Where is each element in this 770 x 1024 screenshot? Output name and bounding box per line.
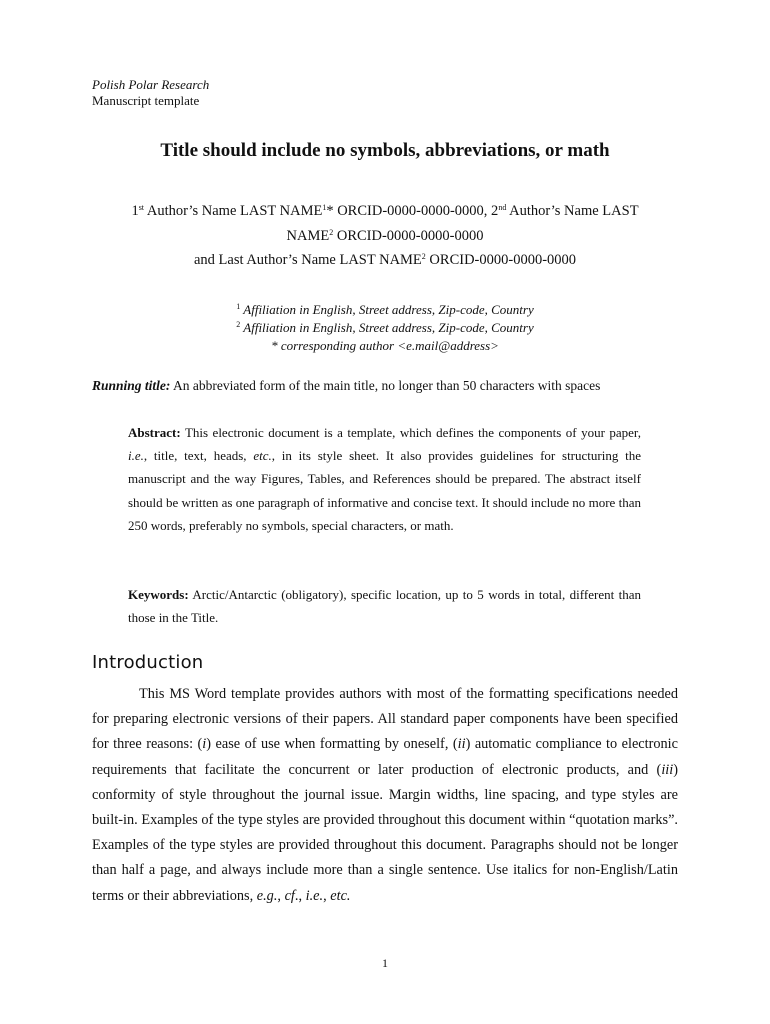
author-1-name: Author’s Name LAST NAME — [144, 203, 323, 219]
running-title — [92, 378, 600, 394]
template-label: Manuscript template — [92, 93, 200, 108]
keywords — [128, 583, 641, 629]
abstract-text-2: , title, text, heads, — [143, 448, 254, 464]
author-list — [100, 199, 670, 273]
author-line-2 — [100, 224, 670, 249]
intro-roman-iii: iii — [661, 761, 674, 778]
running-title-label: Running title: — [92, 378, 171, 393]
affiliation-2 — [0, 319, 770, 337]
keywords-label: Keywords: — [128, 587, 189, 602]
author-3-orcid: ORCID-0000-0000-0000 — [425, 252, 577, 268]
abstract-ie: i.e. — [128, 448, 144, 464]
intro-sep-1: , — [277, 887, 285, 904]
author-2-orcid: ORCID-0000-0000-0000 — [333, 227, 484, 244]
intro-sep-3: , — [323, 887, 331, 904]
author-1-ordinal-suffix: st — [138, 203, 145, 212]
author-2-name-cont: NAME — [286, 227, 330, 244]
journal-name: Polish Polar Research — [92, 77, 210, 92]
section-heading-introduction: Introduction — [92, 652, 204, 673]
intro-text-4: ) conformity of style throughout the journal issue. Margin widths, line spacing, and type styles are built-in. Examples of the type styles are provided throughout this document within “quotation marks”. Examples of the type styles are provided throughout this document. Paragraphs should not be longer than half a page, and always include more than a single sentence. Use italics for non-English/Latin terms or their abbreviations, — [92, 761, 678, 904]
running-title-text: An abbreviated form of the main title, no longer than 50 characters with spaces — [170, 378, 601, 393]
intro-roman-i: i — [202, 736, 207, 753]
affiliations — [0, 301, 770, 355]
keywords-text: Arctic/Antarctic (obligatory), specific location, up to 5 words in total, different than those in the Title. — [128, 587, 641, 625]
author-1-affiliation-mark: 1 — [322, 203, 327, 212]
intro-text-1: This MS Word template provides authors with most of the formatting specifications needed for preparing electronic versions of their papers. All standard paper components have been specified for three reasons: ( — [92, 686, 678, 753]
author-1-orcid: * ORCID-0000-0000-0000, 2 — [326, 203, 499, 219]
intro-cf: cf — [284, 887, 295, 904]
corresponding-author: * corresponding author <e.mail@address> — [271, 338, 499, 353]
page-number: 1 — [382, 956, 388, 970]
author-2-name: Author’s Name LAST — [506, 203, 639, 219]
intro-eg: e.g. — [256, 887, 278, 904]
intro-ie: i.e. — [305, 887, 324, 904]
abstract — [128, 421, 641, 537]
intro-roman-ii: ii — [457, 736, 466, 753]
author-1-ordinal: 1 — [131, 203, 139, 219]
abstract-text-3: , in its style sheet. It also provides guidelines for structuring the manuscript and the way Figures, Tables, and References should be prepared. The abstract itself should be written as one paragraph of informative and concise text. It should include no more than 250 words, preferably no symbols, special characters, or math. — [128, 448, 641, 533]
introduction-paragraph — [92, 682, 678, 909]
affiliation-1 — [0, 301, 770, 319]
paper-title: Title should include no symbols, abbreviations, or math — [160, 140, 610, 161]
intro-text-2: ) ease of use when formatting by oneself, ( — [206, 736, 458, 753]
author-2-ordinal-suffix: nd — [498, 203, 507, 212]
author-line-1 — [100, 199, 670, 224]
author-line-3 — [100, 248, 670, 273]
affiliation-2-number: 2 — [236, 320, 241, 329]
author-3-affiliation-mark: 2 — [421, 252, 426, 261]
affiliation-2-text: Affiliation in English, Street address, Zip-code, Country — [240, 320, 534, 335]
affiliation-1-text: Affiliation in English, Street address, Zip-code, Country — [240, 302, 534, 317]
journal-header — [92, 77, 209, 109]
affiliation-1-number: 1 — [236, 302, 241, 311]
abstract-text-1: This electronic document is a template, which defines the components of your paper, — [180, 425, 641, 440]
abstract-etc: etc. — [253, 448, 272, 464]
author-3-name: and Last Author’s Name LAST NAME — [193, 252, 422, 268]
abstract-label: Abstract: — [128, 425, 181, 440]
intro-text-3: ) automatic compliance to electronic requirements that facilitate the concurrent or later production of electronic products, and ( — [92, 736, 678, 778]
intro-sep-2: ., — [294, 887, 306, 904]
author-2-affiliation-mark: 2 — [329, 227, 334, 237]
intro-etc: etc. — [330, 887, 351, 904]
